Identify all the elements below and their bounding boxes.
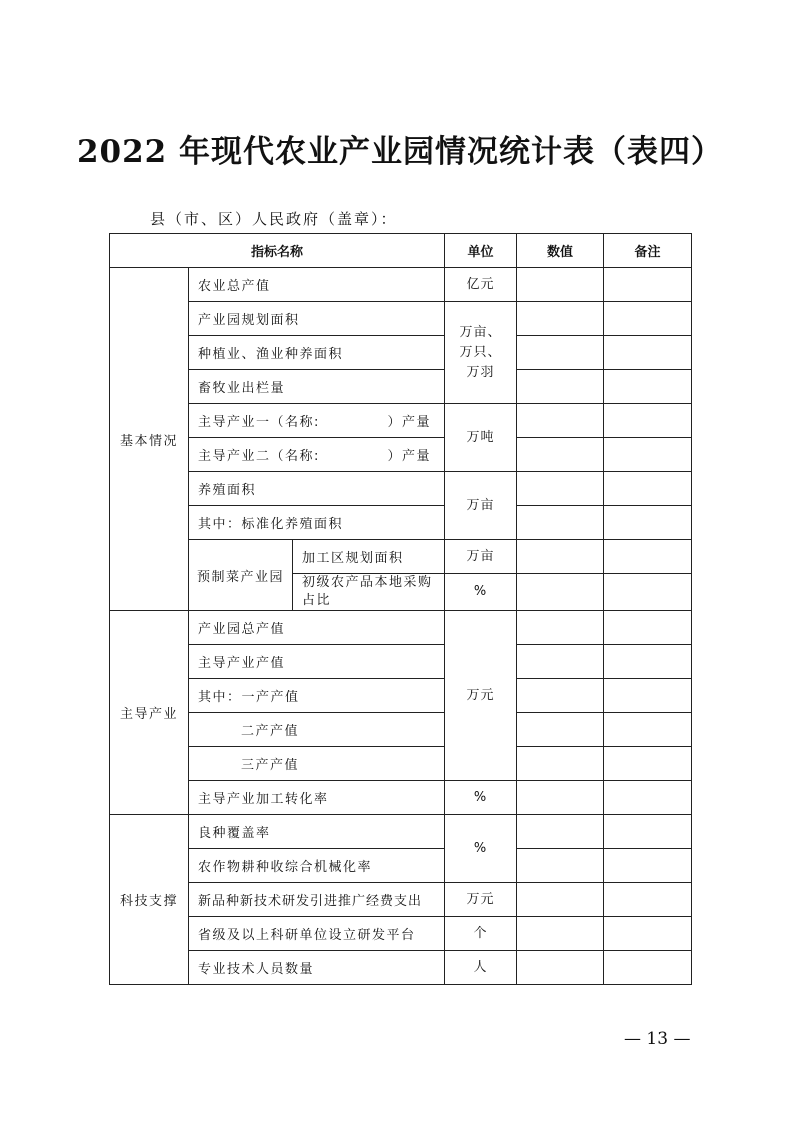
value-cell[interactable] [517, 370, 604, 404]
row-label: 农业总产值 [189, 268, 445, 302]
row-label: 良种覆盖率 [189, 815, 445, 849]
remark-cell[interactable] [604, 611, 692, 645]
remark-cell[interactable] [604, 781, 692, 815]
unit-cell: 万亩 [445, 540, 517, 574]
value-cell[interactable] [517, 574, 604, 611]
value-cell[interactable] [517, 540, 604, 574]
unit-cell: 亿元 [445, 268, 517, 302]
table-row [110, 781, 692, 815]
unit-cell: 人 [445, 951, 517, 985]
remark-cell[interactable] [604, 849, 692, 883]
county-seal-line: 县（市、区）人民政府（盖章）： [150, 210, 398, 228]
row-label: 三产产值 [189, 747, 445, 781]
unit-cell: 万元 [445, 883, 517, 917]
category-tech-support: 科技支撑 [110, 815, 189, 985]
table-row [110, 849, 692, 883]
table-row [110, 645, 692, 679]
remark-cell[interactable] [604, 679, 692, 713]
row-label: 养殖面积 [189, 472, 445, 506]
page-title: 2022 年现代农业产业园情况统计表（表四） [76, 134, 724, 170]
row-label: 畜牧业出栏量 [189, 370, 445, 404]
row-label: 二产产值 [189, 713, 445, 747]
row-label: 主导产业二（名称: ）产量 [189, 438, 445, 472]
unit-cell: 万元 [445, 611, 517, 781]
table-row [110, 679, 692, 713]
page-number: — 13 — [624, 1029, 691, 1049]
row-label: 主导产业加工转化率 [189, 781, 445, 815]
table-row [110, 917, 692, 951]
row-label: 农作物耕种收综合机械化率 [189, 849, 445, 883]
unit-cell: % [445, 781, 517, 815]
table-row [110, 951, 692, 985]
row-label: 专业技术人员数量 [189, 951, 445, 985]
row-label: 其中：标准化养殖面积 [189, 506, 445, 540]
value-cell[interactable] [517, 951, 604, 985]
table-row [110, 747, 692, 781]
table-row [110, 370, 692, 404]
value-cell[interactable] [517, 404, 604, 438]
table-row [110, 506, 692, 540]
remark-cell[interactable] [604, 540, 692, 574]
table-row [110, 472, 692, 506]
remark-cell[interactable] [604, 713, 692, 747]
remark-cell[interactable] [604, 645, 692, 679]
unit-cell: % [445, 574, 517, 611]
value-cell[interactable] [517, 713, 604, 747]
header-unit: 单位 [445, 234, 517, 268]
row-label: 主导产业一（名称: ）产量 [189, 404, 445, 438]
unit-cell: 万吨 [445, 404, 517, 472]
header-indicator: 指标名称 [110, 234, 445, 268]
remark-cell[interactable] [604, 268, 692, 302]
remark-cell[interactable] [604, 438, 692, 472]
remark-cell[interactable] [604, 917, 692, 951]
table-row [110, 404, 692, 438]
row-label: 其中：一产产值 [189, 679, 445, 713]
unit-cell: 万亩、万只、万羽 [445, 302, 517, 404]
value-cell[interactable] [517, 438, 604, 472]
remark-cell[interactable] [604, 370, 692, 404]
value-cell[interactable] [517, 815, 604, 849]
value-cell[interactable] [517, 883, 604, 917]
remark-cell[interactable] [604, 404, 692, 438]
row-label: 加工区规划面积 [293, 540, 445, 574]
table-row [110, 438, 692, 472]
unit-cell: % [445, 815, 517, 883]
value-cell[interactable] [517, 747, 604, 781]
value-cell[interactable] [517, 472, 604, 506]
table-row [110, 815, 692, 849]
unit-cell: 个 [445, 917, 517, 951]
category-basic: 基本情况 [110, 268, 189, 611]
value-cell[interactable] [517, 917, 604, 951]
row-label: 新品种新技术研发引进推广经费支出 [189, 883, 445, 917]
unit-cell: 万亩 [445, 472, 517, 540]
table-row [110, 713, 692, 747]
table-row [110, 883, 692, 917]
remark-cell[interactable] [604, 302, 692, 336]
value-cell[interactable] [517, 302, 604, 336]
row-label: 产业园规划面积 [189, 302, 445, 336]
value-cell[interactable] [517, 611, 604, 645]
category-main-industry: 主导产业 [110, 611, 189, 815]
value-cell[interactable] [517, 506, 604, 540]
value-cell[interactable] [517, 336, 604, 370]
row-label: 主导产业产值 [189, 645, 445, 679]
remark-cell[interactable] [604, 747, 692, 781]
table-row [110, 540, 692, 574]
statistics-table [109, 233, 692, 985]
value-cell[interactable] [517, 781, 604, 815]
remark-cell[interactable] [604, 883, 692, 917]
table-row [110, 302, 692, 336]
value-cell[interactable] [517, 679, 604, 713]
table-row [110, 611, 692, 645]
row-label: 产业园总产值 [189, 611, 445, 645]
remark-cell[interactable] [604, 815, 692, 849]
remark-cell[interactable] [604, 951, 692, 985]
subcategory-prepared-food-park: 预制菜产业园 [189, 540, 293, 611]
row-label: 种植业、渔业种养面积 [189, 336, 445, 370]
value-cell[interactable] [517, 849, 604, 883]
remark-cell[interactable] [604, 574, 692, 611]
table-row [110, 336, 692, 370]
remark-cell[interactable] [604, 336, 692, 370]
row-label: 初级农产品本地采购占比 [293, 574, 445, 611]
header-value: 数值 [517, 234, 604, 268]
row-label: 省级及以上科研单位设立研发平台 [189, 917, 445, 951]
table-header-row [110, 234, 692, 268]
remark-cell[interactable] [604, 506, 692, 540]
value-cell[interactable] [517, 268, 604, 302]
header-remark: 备注 [604, 234, 692, 268]
table-row [110, 268, 692, 302]
value-cell[interactable] [517, 645, 604, 679]
remark-cell[interactable] [604, 472, 692, 506]
